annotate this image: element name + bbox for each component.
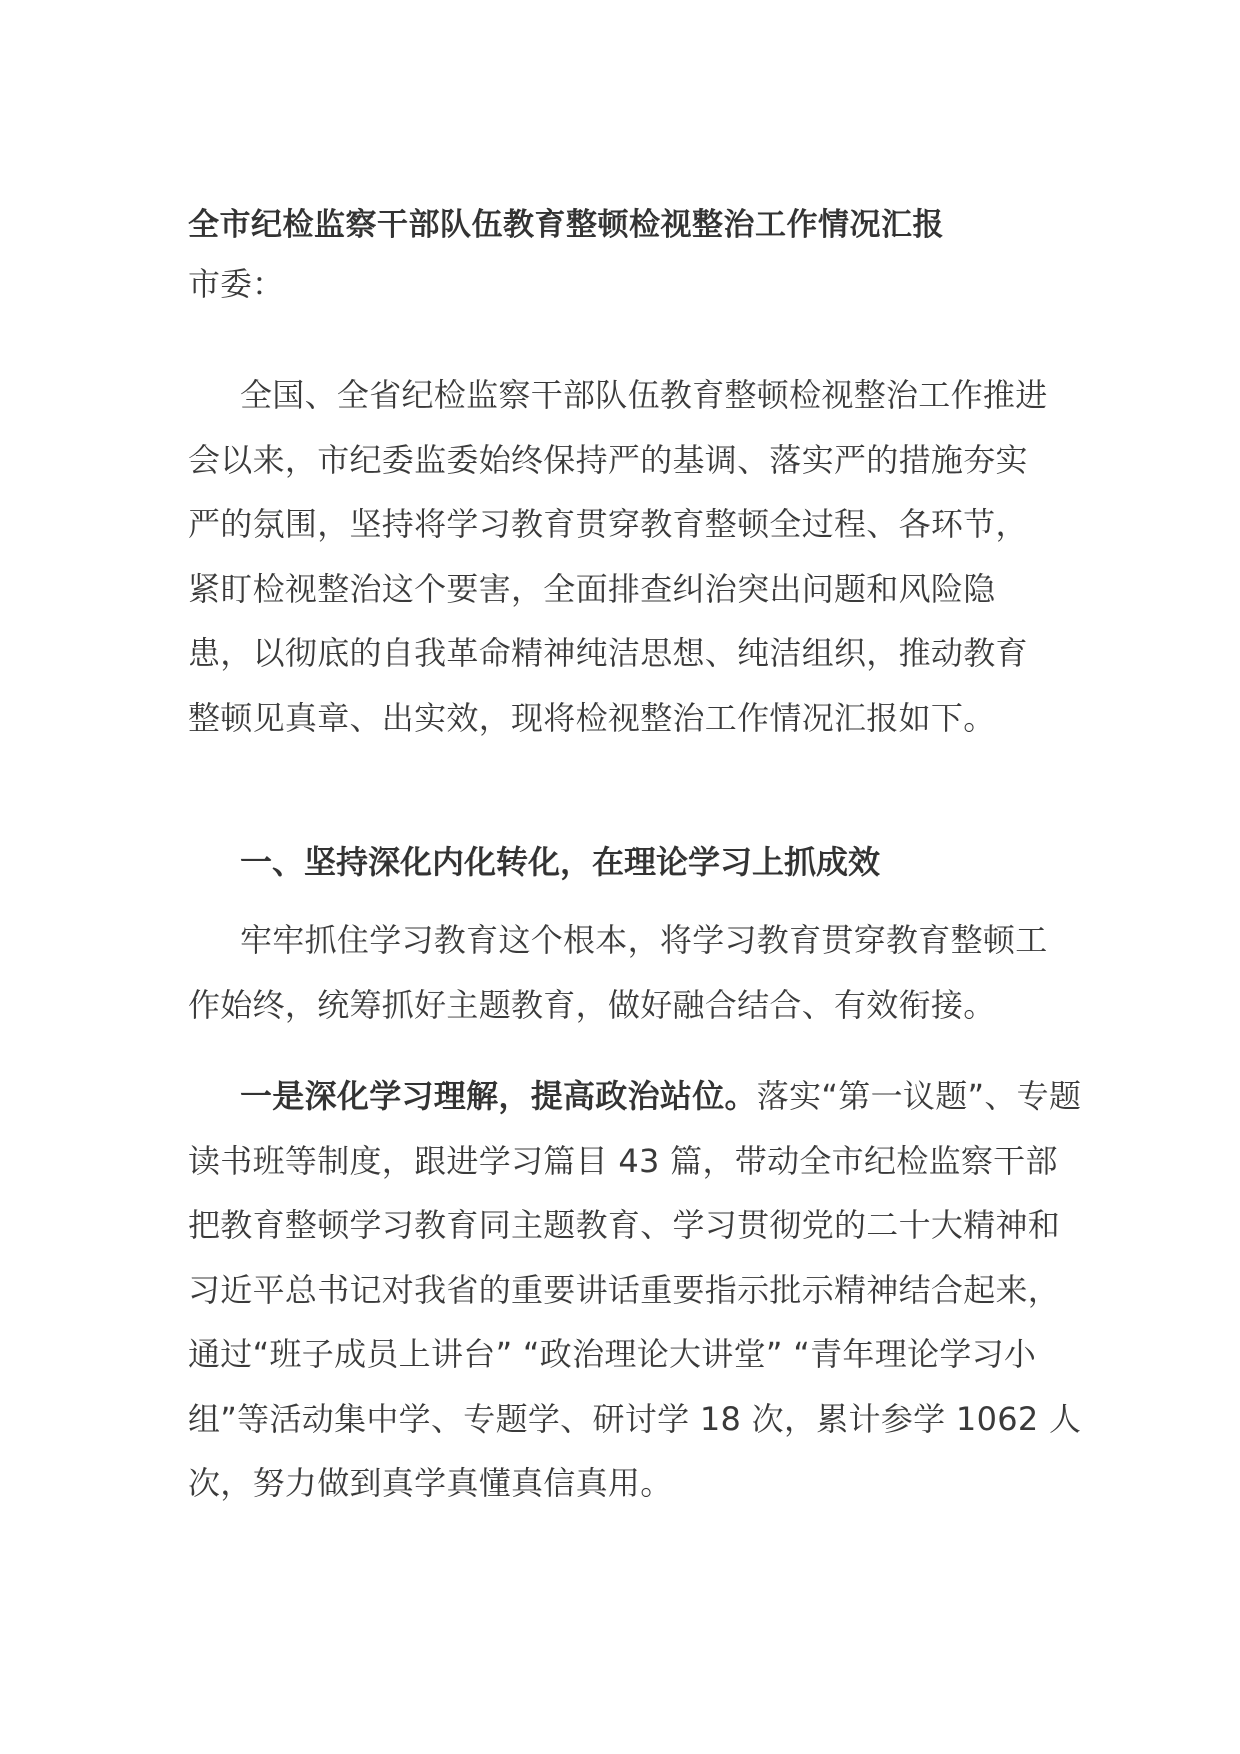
section-1-body: 牢牢抓住学习教育这个根本，将学习教育贯穿教育整顿工作始终，统筹抓好主题教育，做好融合结合、有效衔接。 (188, 921, 1048, 1024)
section-1-heading: 一、坚持深化内化转化，在理论学习上抓成效 (240, 843, 881, 881)
salutation: 市委： (188, 265, 285, 303)
intro-paragraph: 全国、全省纪检监察干部队伍教育整顿检视整治工作推进会以来，市纪委监委始终保持严的基调、落实严的措施夯实严的氛围，坚持将学习教育贯穿教育整顿全过程、各环节，紧盯检视整治这个要害，全面排查纠治突出问题和风险隐患，以彻底的自我革命精神纯洁思想、纯洁组织，推动教育整顿见真章、出实效，现将检视整治工作情况汇报如下。 (188, 376, 1048, 737)
document-title: 全市纪检监察干部队伍教育整顿检视整治工作情况汇报 (188, 207, 944, 243)
point-1-body: 落实“第一议题”、专题读书班等制度，跟进学习篇目 43 篇，带动全市纪检监察干部把教育整顿学习教育同主题教育、学习贯彻党的二十大精神和习近平总书记对我省的重要讲话重要指示批示精神结合起来，通过“班子成员上讲台” “政治理论大讲堂” “青年理论学习小组”等活动集中学、专题学、研讨学 18 次，累计参学 1062 人次，努力做到真学真懂真信真用。 (188, 1077, 1082, 1502)
point-1-paragraph (188, 1064, 1083, 1516)
point-1-lead: 一是深化学习理解，提高政治站位。 (240, 1077, 757, 1115)
